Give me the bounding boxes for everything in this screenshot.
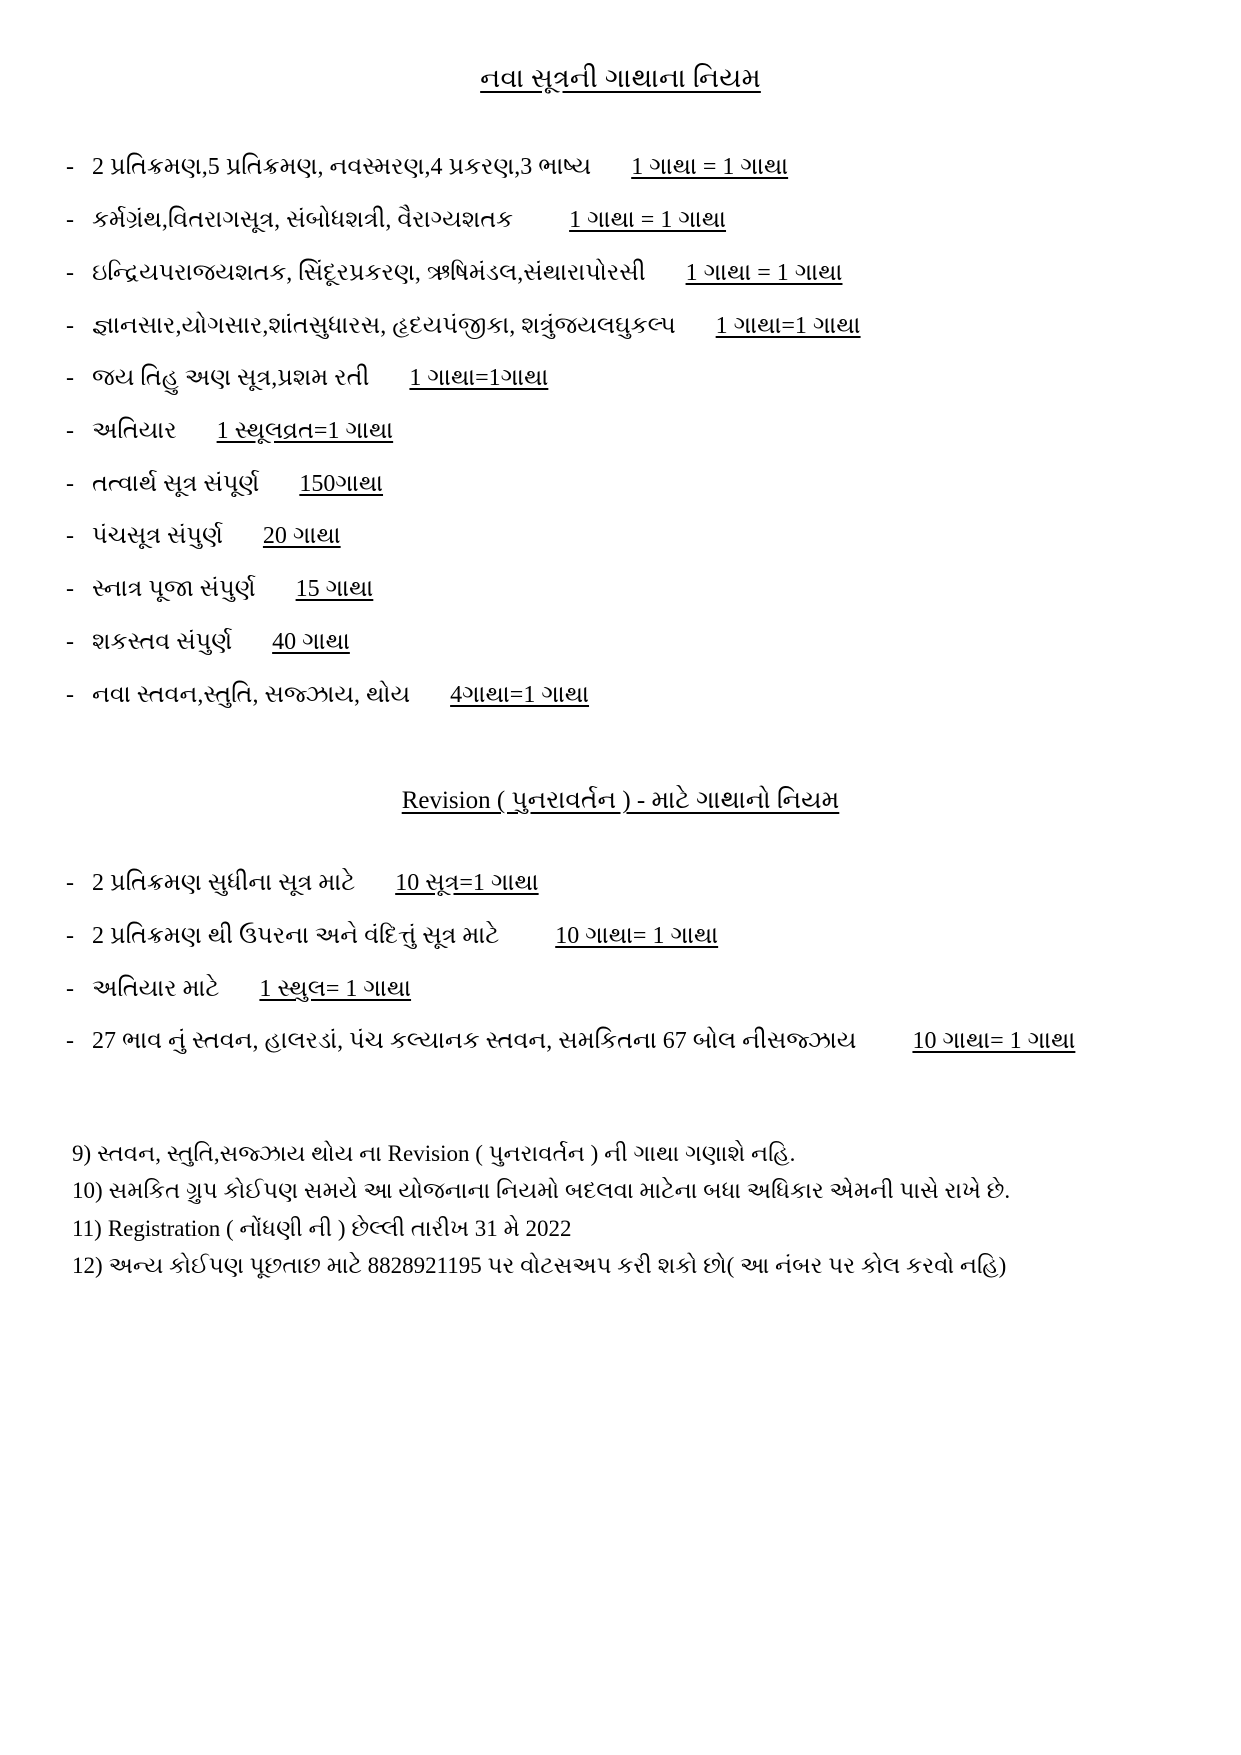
notes-list (0, 1135, 1241, 1284)
note-item (72, 1135, 1241, 1172)
rule-bullet-dash: - (66, 870, 74, 897)
rule-label: સ્નાત્ર પૂજા સંપુર્ણ (92, 576, 256, 603)
page-title (0, 0, 1241, 94)
spacer-before-notes (0, 1079, 1241, 1135)
rule-bullet-dash: - (66, 628, 74, 655)
note-number: 11) (72, 1215, 102, 1241)
note-number: 9) (72, 1141, 92, 1167)
rule-label: 2 પ્રતિક્રમણ સુધીના સૂત્ર માટે (92, 870, 356, 897)
rule-bullet-dash: - (66, 1028, 74, 1055)
rule-bullet-dash: - (66, 975, 74, 1002)
rule-row (0, 868, 1241, 899)
rule-row (0, 363, 1241, 394)
rule-bullet-dash: - (66, 259, 74, 286)
rule-label: જ્ઞાનસાર,યોગસાર,શાંતસુધારસ, હૃદયપંજીકા, શત્રુંજયલઘુકલ્પ (92, 312, 676, 339)
rule-value: 1 સ્થૂલવ્રત=1 ગાથા (216, 417, 394, 444)
rule-label: તત્વાર્થ સૂત્ર સંપૂર્ણ (92, 470, 260, 497)
rule-value: 10 ગાથા= 1 ગાથા (912, 1028, 1076, 1055)
rule-label: અતિયાર (92, 417, 177, 444)
note-item (72, 1172, 1241, 1209)
rule-row (0, 974, 1241, 1005)
rule-label: 2 પ્રતિક્રમણ,5 પ્રતિક્રમણ, નવસ્મરણ,4 પ્રકરણ,3 ભાષ્ય (92, 154, 592, 181)
rule-value: 40 ગાથા (272, 628, 350, 655)
rule-value: 1 ગાથા = 1 ગાથા (631, 154, 789, 181)
note-text: અન્ય કોઈપણ પૂછતાછ માટે 8828921195 પર વોટસઅપ કરી શકો છો( આ નંબર પર કોલ કરવો નહિ) (108, 1252, 1007, 1278)
rule-row (0, 258, 1241, 289)
rule-value: 15 ગાથા (295, 576, 374, 603)
rule-row (0, 680, 1241, 711)
section2-rule-list (0, 868, 1241, 1057)
rule-bullet-dash: - (66, 365, 74, 392)
rule-bullet-dash: - (66, 470, 74, 497)
note-text: સ્તવન, સ્તુતિ,સજ્ઝાય થોય ના Revision ( પુનરાવર્તન ) ની ગાથા ગણાશે નહિ. (97, 1141, 796, 1167)
rule-row (0, 469, 1241, 500)
rule-value: 20 ગાથા (262, 523, 341, 550)
rule-row (0, 416, 1241, 447)
rule-bullet-dash: - (66, 576, 74, 603)
section2-title (0, 786, 1241, 816)
rule-value: 150ગાથા (299, 470, 384, 497)
note-item (72, 1247, 1241, 1284)
rule-row (0, 627, 1241, 658)
rule-value: 1 ગાથા=1 ગાથા (715, 312, 861, 339)
rule-bullet-dash: - (66, 681, 74, 708)
note-number: 10) (72, 1178, 103, 1204)
section2-title-text: Revision ( પુનરાવર્તન ) - માટે ગાથાનો નિયમ (401, 787, 840, 815)
note-item (72, 1210, 1241, 1247)
spacer-after-section2-title (0, 816, 1241, 868)
page-title-text: નવા સૂત્રની ગાથાના નિયમ (480, 63, 761, 93)
spacer-before-section2-title (0, 732, 1241, 786)
rule-bullet-dash: - (66, 207, 74, 234)
rule-value: 1 ગાથા = 1 ગાથા (685, 259, 843, 286)
rule-label: 2 પ્રતિક્રમણ થી ઉપરના અને વંદિત્તું સૂત્ર માટે (92, 923, 500, 950)
rule-row (0, 521, 1241, 552)
rule-label: ઇન્દ્રિયપરાજયશતક, સિંદૂરપ્રકરણ, ઋષિમંડલ,સંથારાપોરસી (92, 259, 646, 286)
rule-label: શકસ્તવ સંપુર્ણ (92, 628, 233, 655)
rule-bullet-dash: - (66, 312, 74, 339)
rule-label: અતિયાર માટે (92, 975, 220, 1002)
rule-value: 10 ગાથા= 1 ગાથા (555, 923, 719, 950)
rule-bullet-dash: - (66, 417, 74, 444)
spacer-after-title (0, 94, 1241, 152)
rule-value: 10 સૂત્ર=1 ગાથા (395, 870, 539, 897)
rule-bullet-dash: - (66, 923, 74, 950)
rule-value: 1 ગાથા=1ગાથા (409, 365, 549, 392)
rule-label: કર્મગ્રંથ,વિતરાગસૂત્ર, સંબોધશત્રી, વૈરાગ્યશતક (92, 207, 514, 234)
note-text: સમકિત ગ્રુપ કોઈપણ સમયે આ યોજનાના નિયમો બદલવા માટેના બધા અધિકાર એમની પાસે રાખે છે. (108, 1178, 1011, 1204)
rule-label: 27 ભાવ નું સ્તવન, હાલરડાં, પંચ કલ્યાનક સ્તવન, સમકિતના 67 બોલ નીસજ્ઝાય (92, 1028, 857, 1055)
rule-label: પંચસૂત્ર સંપુર્ણ (92, 523, 223, 550)
rule-label: જય તિહુ અણ સૂત્ર,પ્રશમ રતી (92, 365, 370, 392)
rule-row (0, 921, 1241, 952)
rule-row (0, 152, 1241, 183)
rule-row (0, 574, 1241, 605)
note-text: Registration ( નોંધણી ની ) છેલ્લી તારીખ 31 મે 2022 (107, 1215, 572, 1241)
rule-value: 1 ગાથા = 1 ગાથા (569, 207, 727, 234)
rule-value: 4ગાથા=1 ગાથા (450, 681, 590, 708)
rule-row (0, 1026, 1241, 1057)
note-number: 12) (72, 1252, 103, 1278)
rule-row (0, 311, 1241, 342)
rule-bullet-dash: - (66, 154, 74, 181)
rule-value: 1 સ્થુલ= 1 ગાથા (259, 975, 412, 1002)
rule-bullet-dash: - (66, 523, 74, 550)
section1-rule-list (0, 152, 1241, 710)
rule-label: નવા સ્તવન,સ્તુતિ, સજ્ઝાય, થોય (92, 681, 411, 708)
rule-row (0, 205, 1241, 236)
